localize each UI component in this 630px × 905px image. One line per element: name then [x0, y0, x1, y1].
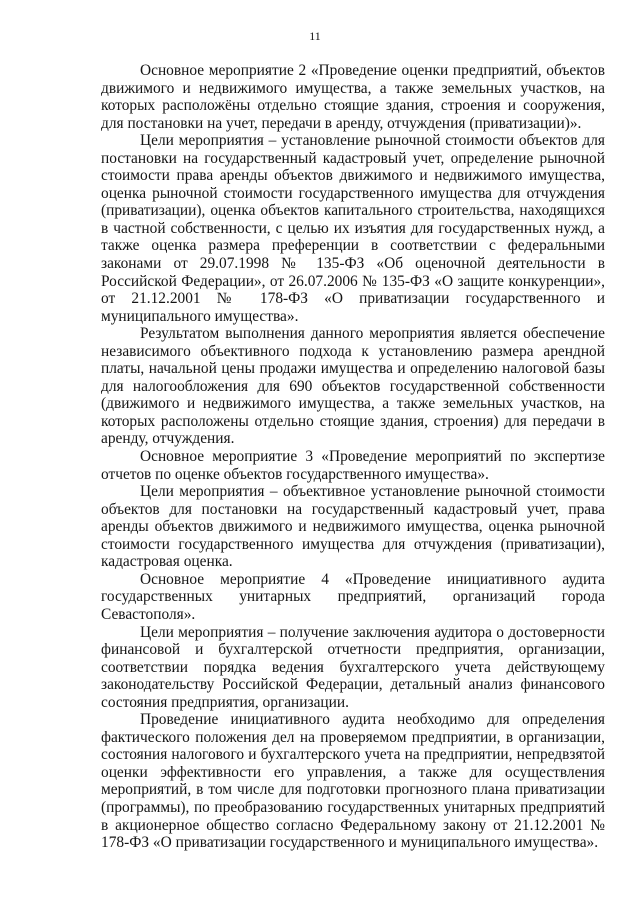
- paragraph-measure-4-goals: Цели мероприятия – получение заключения аудитора о достоверности финансовой и бухгалтерской отчетности предприятия, организации, соответствии порядка ведения бухгалтерского учета действующему законодательству Российской Федерации, детальный анализ финансового состояния предприятия, организации.: [101, 623, 605, 711]
- paragraph-measure-2-goals: Цели мероприятия – установление рыночной стоимости объектов для постановки на государственный кадастровый учет, определение рыночной стоимости права аренды объектов движимого и недвижимого имущества, оценка рыночной стоимости государственного имущества для отчуждения (приватизации), оценка объектов капитального строительства, находящихся в частной собственности, с целью их изъятия для государственных нужд, а также оценка размера преференции в соответствии с федеральными законами от 29.07.1998 № 135-ФЗ «Об оценочной деятельности в Российской Федерации», от 26.07.2006 № 135-ФЗ «О защите конкуренции», от 21.12.2001 № 178-ФЗ «О приватизации государственного и муниципального имущества».: [101, 132, 605, 325]
- paragraph-measure-2: Основное мероприятие 2 «Проведение оценки предприятий, объектов движимого и недвижимого имущества, а также земельных участков, на которых расположёны отдельно стоящие здания, строения и сооружения, для постановки на учет, передачи в аренду, отчуждения (приватизации)».: [101, 62, 605, 132]
- page-number: 11: [309, 29, 321, 43]
- paragraph-measure-4: Основное мероприятие 4 «Проведение инициативного аудита государственных унитарных предприятий, организаций города Севастополя».: [101, 570, 605, 623]
- document-body: [101, 62, 605, 852]
- paragraph-measure-3: Основное мероприятие 3 «Проведение мероприятий по экспертизе отчетов по оценке объектов государственного имущества».: [101, 448, 605, 483]
- paragraph-audit-purpose: Проведение инициативного аудита необходимо для определения фактического положения дел на проверяемом предприятии, в организации, состояния налогового и бухгалтерского учета на предприятии, непредвзятой оценки эффективности его управления, а также для осуществления мероприятий, в том числе для подготовки прогнозного плана приватизации (программы), по преобразованию государственных унитарных предприятий в акционерное общество согласно Федеральному закону от 21.12.2001 № 178-ФЗ «О приватизации государственного и муниципального имущества».: [101, 711, 605, 852]
- paragraph-measure-3-goals: Цели мероприятия – объективное установление рыночной стоимости объектов для постановки на государственный кадастровый учет, права аренды объектов движимого и недвижимого имущества, оценка рыночной стоимости государственного имущества для отчуждения (приватизации), кадастровая оценка.: [101, 483, 605, 571]
- paragraph-measure-2-result: Результатом выполнения данного мероприятия является обеспечение независимого объективного подхода к установлению размера арендной платы, начальной цены продажи имущества и определению налоговой базы для налогообложения для 690 объектов государственной собственности (движимого и недвижимого имущества, а также земельных участков, на которых расположены отдельно стоящие здания, строения) для передачи в аренду, отчуждения.: [101, 325, 605, 448]
